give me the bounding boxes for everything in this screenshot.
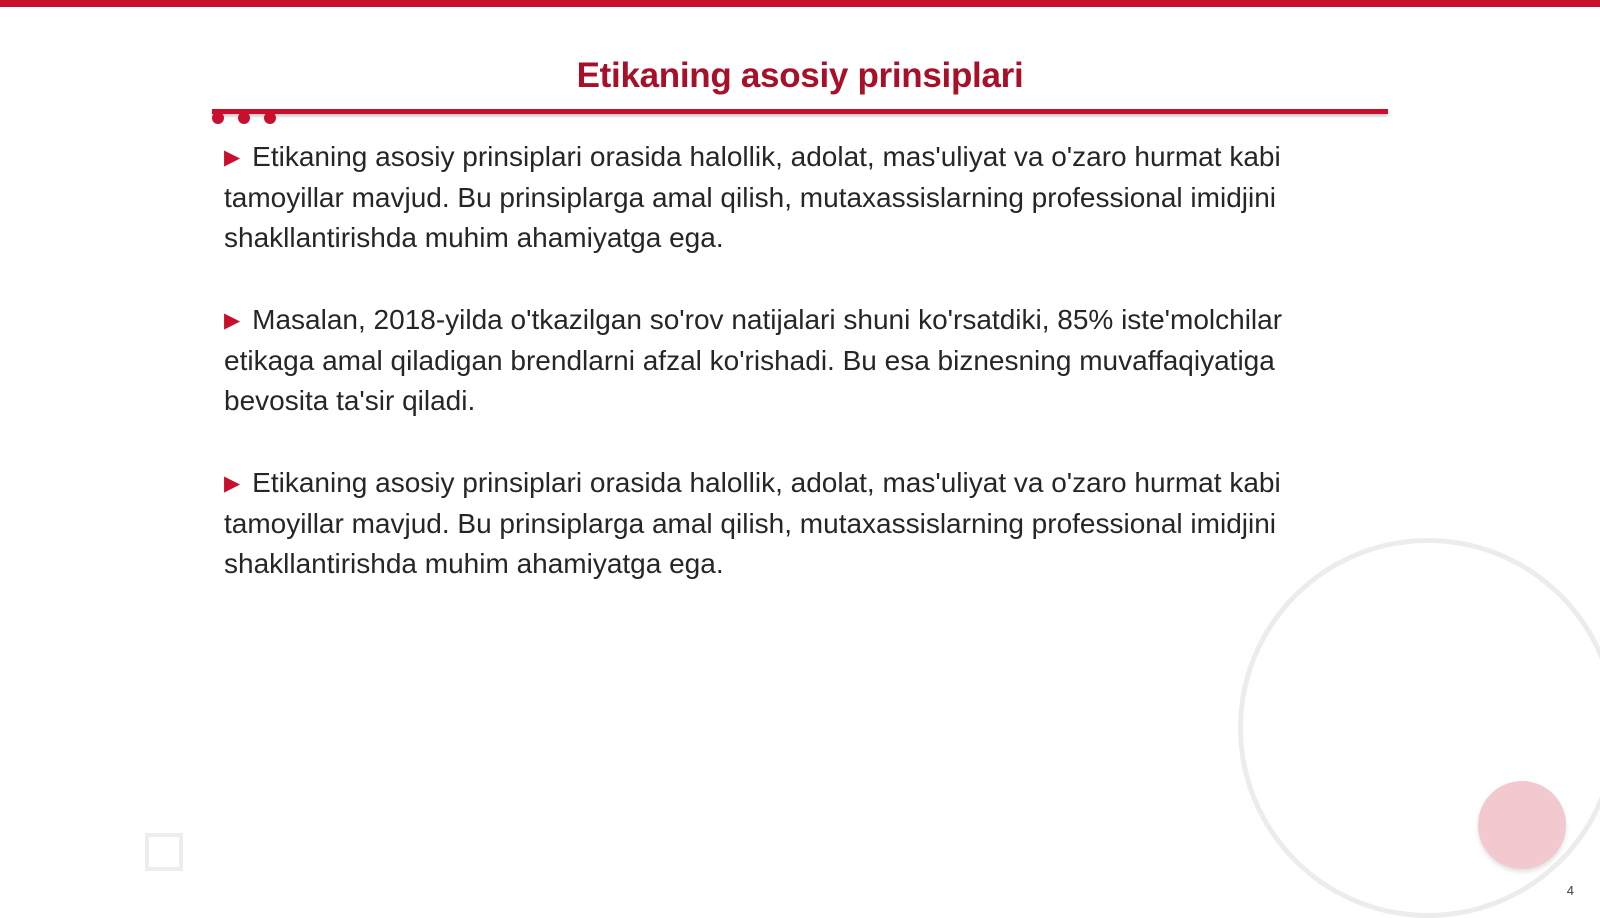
decor-dot	[264, 112, 276, 124]
bullet-text: Etikaning asosiy prinsiplari orasida halollik, adolat, mas'uliyat va o'zaro hurmat kabi tamoyillar mavjud. Bu prinsiplarga amal qilish, mutaxassislarning professional imidjini shakllantirishda muhim ahamiyatga ega.	[224, 141, 1281, 253]
bullet-arrow-icon: ▶	[224, 472, 241, 495]
decor-pink-circle	[1478, 781, 1566, 869]
decor-dot	[212, 112, 224, 124]
bullet-item	[224, 463, 1354, 584]
decor-dot	[238, 112, 250, 124]
bullet-text: Masalan, 2018-yilda o'tkazilgan so'rov natijalari shuni ko'rsatdiki, 85% iste'molchilar etikaga amal qiladigan brendlarni afzal ko'rishadi. Bu esa biznesning muvaffaqiyatiga bevosita ta'sir qiladi.	[224, 304, 1283, 416]
bullet-arrow-icon: ▶	[224, 146, 241, 169]
page-number: 4	[1566, 883, 1574, 898]
title-underline	[212, 109, 1388, 114]
top-accent-bar	[0, 0, 1600, 7]
bullet-arrow-icon: ▶	[224, 309, 241, 332]
bullet-text: Etikaning asosiy prinsiplari orasida halollik, adolat, mas'uliyat va o'zaro hurmat kabi tamoyillar mavjud. Bu prinsiplarga amal qilish, mutaxassislarning professional imidjini shakllantirishda muhim ahamiyatga ega.	[224, 467, 1281, 579]
slide-content	[224, 137, 1354, 626]
slide-title: Etikaning asosiy prinsiplari	[576, 56, 1024, 95]
decor-square	[145, 833, 183, 871]
bullet-item	[224, 137, 1354, 258]
bullet-item	[224, 300, 1354, 421]
